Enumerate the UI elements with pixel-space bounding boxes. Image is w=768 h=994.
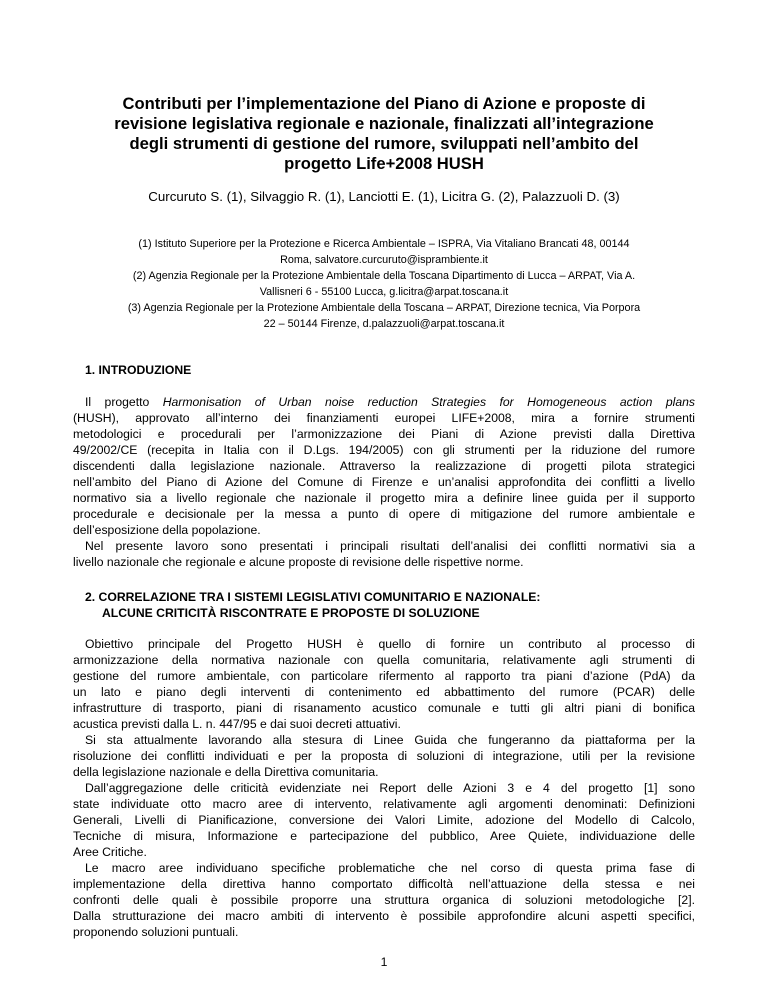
project-intro-prefix: Il progetto bbox=[85, 395, 150, 409]
paragraph-line: Generali, Livelli di Pianificazione, conversione dei Valori Limite, adozione del Modello di Calcolo, bbox=[73, 813, 695, 827]
paragraph-line: infrastrutture di trasporto, piani di risanamento acustico comunale e tutti gli altri piani di bonifica bbox=[73, 701, 695, 715]
paragraph-line: 49/2002/CE (recepita in Italia con il D.Lgs. 194/2005) con gli strumenti per la riduzione del rumore bbox=[73, 443, 695, 457]
paragraph-line: Aree Critiche. bbox=[73, 845, 147, 859]
paragraph-line: gestione del rumore ambientale, con particolare rifermento al rapporto tra piani d’azione (PdA) da bbox=[73, 669, 695, 683]
paragraph-line: nell’ambito del Piano di Azione del Comune di Firenze e un’analisi approfondita dei conflitti a livello bbox=[73, 475, 695, 489]
section2-paragraph-3 bbox=[73, 780, 695, 860]
title-line: degli strumenti di gestione del rumore, sviluppati nell’ambito del bbox=[129, 134, 639, 153]
title-line: Contributi per l’implementazione del Piano di Azione e proposte di bbox=[122, 94, 646, 113]
paragraph-line bbox=[73, 394, 695, 410]
paragraph-line: risoluzione dei conflitti individuati e per la proposta di soluzioni di integrazione, utili per la revisione bbox=[73, 749, 695, 763]
section1-paragraph-2 bbox=[73, 538, 695, 570]
authors: Curcuruto S. (1), Silvaggio R. (1), Lanciotti E. (1), Licitra G. (2), Palazzuoli D. (3) bbox=[148, 189, 620, 204]
section2-paragraph-4 bbox=[73, 860, 695, 940]
paragraph-line: proponendo soluzioni puntuali. bbox=[73, 925, 239, 939]
affiliation-line: (3) Agenzia Regionale per la Protezione Ambientale della Toscana – ARPAT, Direzione tecnica, Via Porpora bbox=[127, 302, 641, 314]
section-heading-introduzione bbox=[85, 362, 191, 378]
affiliation-line: 22 – 50144 Firenze, d.palazzuoli@arpat.toscana.it bbox=[263, 318, 505, 330]
paragraph-line: Si sta attualmente lavorando alla stesura di Linee Guida che fungeranno da piattaforma per la bbox=[85, 733, 695, 747]
affiliation-line: Vallisneri 6 - 55100 Lucca, g.licitra@arpat.toscana.it bbox=[259, 286, 509, 298]
heading-text: ALCUNE CRITICITÀ RISCONTRATE E PROPOSTE DI SOLUZIONE bbox=[102, 606, 480, 620]
paragraph-line: Tecniche di misura, Informazione e partecipazione del pubblico, Aree Quiete, individuazione delle bbox=[73, 829, 695, 843]
paragraph-line: (HUSH), approvato all’interno dei finanziamenti europei LIFE+2008, mira a fornire strumenti bbox=[73, 411, 695, 425]
section2-paragraph-1 bbox=[73, 636, 695, 732]
paragraph-line: discendenti dalla legislazione nazionale. Attraverso la realizzazione di progetti pilota strategici bbox=[73, 459, 695, 473]
title-line: revisione legislativa regionale e nazionale, finalizzati all’integrazione bbox=[114, 114, 654, 133]
page-number: 1 bbox=[380, 955, 388, 969]
title-line: progetto Life+2008 HUSH bbox=[284, 154, 484, 173]
affiliation-line: (2) Agenzia Regionale per la Protezione Ambientale della Toscana Dipartimento di Lucca – ARPAT, Via A. bbox=[132, 270, 636, 282]
paragraph-line: confronti delle quali è possibile proporre una struttura organica di soluzioni metodologiche [2]. bbox=[73, 893, 695, 907]
paragraph-line: normativo sia a livello regionale che nazionale il progetto mira a definire linee guida per il supporto bbox=[73, 491, 695, 505]
paragraph-line: Obiettivo principale del Progetto HUSH è quello di fornire un contributo al processo di bbox=[85, 637, 695, 651]
paragraph-line: Nel presente lavoro sono presentati i principali risultati dell’analisi dei conflitti normativi sia a bbox=[85, 539, 695, 553]
project-name: Harmonisation of Urban noise reduction Strategies for Homogeneous action plans bbox=[162, 395, 695, 409]
heading-text: 1. INTRODUZIONE bbox=[85, 363, 192, 377]
paragraph-line: livello nazionale che regionale e alcune proposte di revisione delle rispettive norme. bbox=[73, 555, 524, 569]
paragraph-line: Dalla strutturazione dei macro ambiti di intervento è possibile approfondire alcuni aspetti specifici, bbox=[73, 909, 695, 923]
section1-paragraph-1 bbox=[73, 394, 695, 538]
paragraph-line: un lato e piano degli interventi di contenimento ed abbattimento del rumore (PCAR) delle bbox=[73, 685, 695, 699]
heading-text: 2. CORRELAZIONE TRA I SISTEMI LEGISLATIVI COMUNITARIO E NAZIONALE: bbox=[85, 590, 541, 604]
affiliation-line: Roma, salvatore.curcuruto@isprambiente.it bbox=[280, 254, 488, 266]
affiliation-line: (1) Istituto Superiore per la Protezione e Ricerca Ambientale – ISPRA, Via Vitaliano Brancati 48, 00144 bbox=[138, 238, 630, 250]
paragraph-line: Le macro aree individuano specifiche problematiche che nel corso di questa prima fase di bbox=[85, 861, 695, 875]
section2-paragraph-2 bbox=[73, 732, 695, 780]
section-heading-correlazione bbox=[85, 589, 540, 621]
paragraph-line: armonizzazione della normativa nazionale con quella comunitaria, relativamente agli strumenti di bbox=[73, 653, 695, 667]
paragraph-line: metodologici e procedurali per l’armonizzazione dei Piani di Azione previsti dalla Direttiva bbox=[73, 427, 695, 441]
paragraph-line: dell’esposizione della popolazione. bbox=[73, 523, 261, 537]
paragraph-line: della legislazione nazionale e della Direttiva comunitaria. bbox=[73, 765, 379, 779]
paragraph-line: Dall’aggregazione delle criticità evidenziate nei Report delle Azioni 3 e 4 del progetto [1] sono bbox=[85, 781, 695, 795]
paragraph-line: state individuate otto macro aree di intervento, relativamente agli argomenti denominati: Definizioni bbox=[73, 797, 695, 811]
affiliations bbox=[60, 236, 708, 332]
paragraph-line: acustica previsti dalla L. n. 447/95 e dai suoi decreti attuativi. bbox=[73, 717, 401, 731]
paper-title bbox=[70, 94, 698, 174]
paragraph-line: implementazione della direttiva hanno comportato difficoltà nell’attuazione della stessa e nei bbox=[73, 877, 695, 891]
paragraph-line: procedurale e decisionale per la messa a punto di opere di mitigazione del rumore ambientale e bbox=[73, 507, 695, 521]
